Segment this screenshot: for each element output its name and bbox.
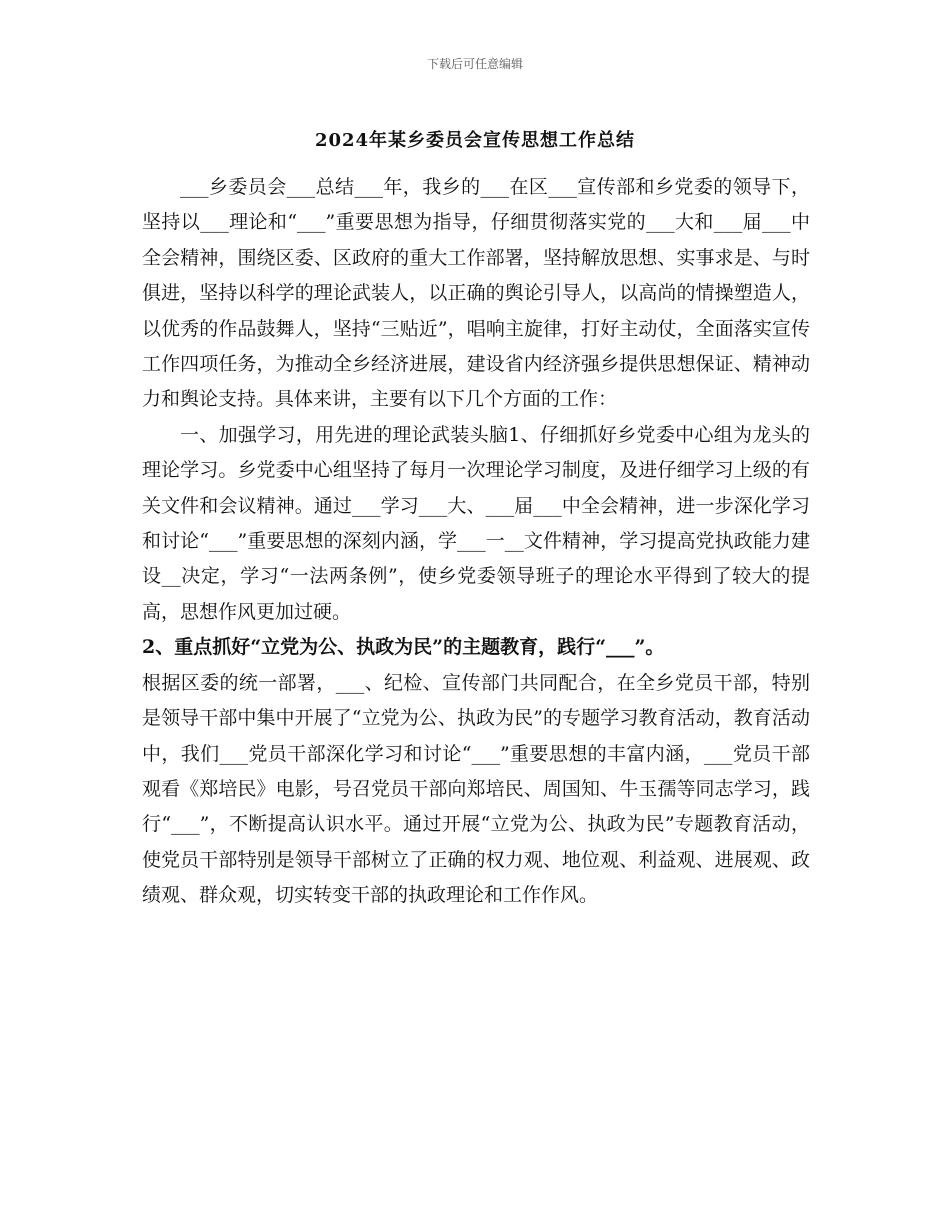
paragraph-heading-2: 2、重点抓好“立党为公、执政为民”的主题教育，践行“___”。: [142, 636, 665, 659]
paragraph-intro: ___乡委员会___总结___年，我乡的___在区___宣传部和乡党委的领导下，坚持以___理论和“___”重要思想为指导，仔细贯彻落实党的___大和___届___中全会精神，围绕区委、区政府的重大工作部署，坚持解放思想、实事求是、与时俱进，坚持以科学的理论武装人，以正确的舆论引导人，以高尚的情操塑造人，以优秀的作品鼓舞人，坚持“三贴近”，唱响主旋律，打好主动仗，全面落实宣传工作四项任务，为推动全乡经济进展，建设省内经济强乡提供思想保证、精神动力和舆论支持。具体来讲，主要有以下几个方面的工作：: [142, 176, 810, 411]
document-body: [142, 170, 810, 914]
paragraph-section-1: 一、加强学习，用先进的理论武装头脑1、仔细抓好乡党委中心组为龙头的理论学习。乡党委中心组坚持了每月一次理论学习制度，及进仔细学习上级的有关文件和会议精神。通过___学习___大、___届___中全会精神，进一步深化学习和讨论“___”重要思想的深刻内涵，学___一__文件精神，学习提高党执政能力建设__决定，学习“一法两条例”，使乡党委领导班子的理论水平得到了较大的提高，思想作风更加过硬。: [142, 423, 810, 623]
header-note: 下载后可任意编辑: [426, 57, 523, 71]
paragraph-section-2: 根据区委的统一部署，___、纪检、宣传部门共同配合，在全乡党员干部，特别是领导干部中集中开展了“立党为公、执政为民”的专题学习教育活动，教育活动中，我们___党员干部深化学习和讨论“___”重要思想的丰富内涵，___党员干部观看《郑培民》电影，号召党员干部向郑培民、周国知、牛玉孺等同志学习，践行“___”，不断提高认识水平。通过开展“立党为公、执政为民”专题教育活动，使党员干部特别是领导干部树立了正确的权力观、地位观、利益观、进展观、政绩观、群众观，切实转变干部的执政理论和工作作风。: [142, 671, 810, 907]
document-title: 2024年某乡委员会宣传思想工作总结: [314, 130, 636, 151]
